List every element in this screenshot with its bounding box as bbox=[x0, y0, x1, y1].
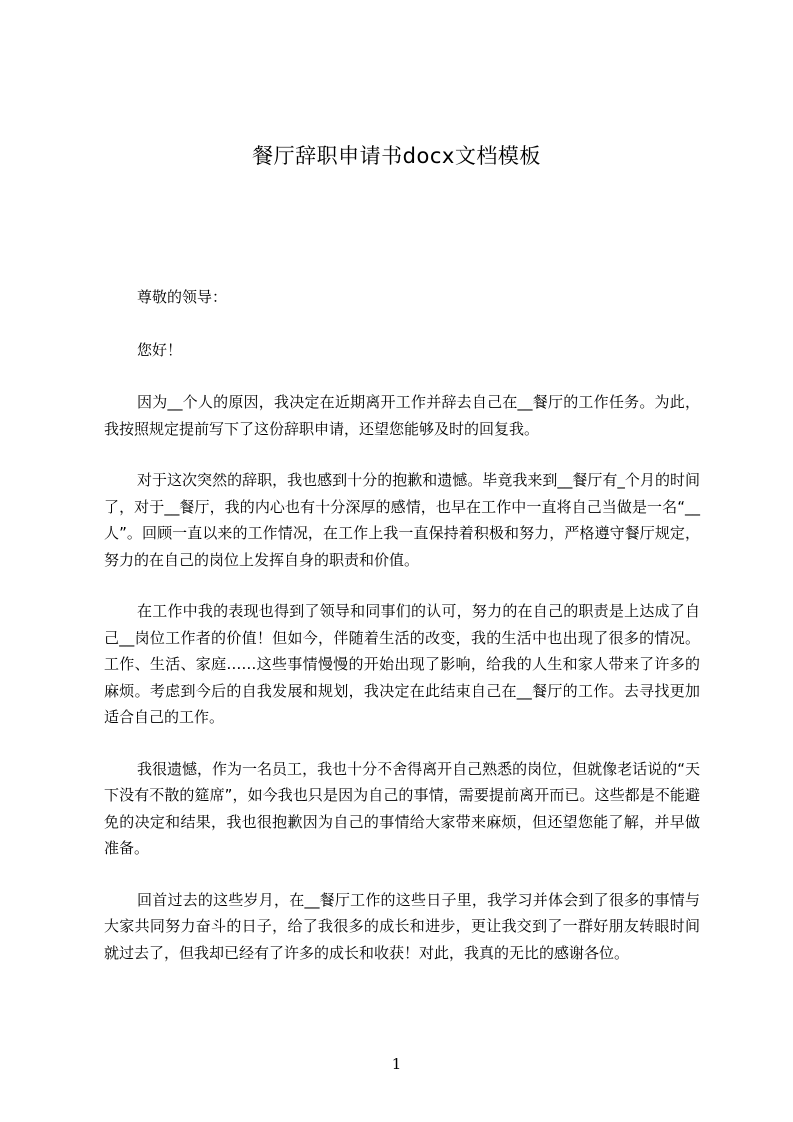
document-body bbox=[104, 284, 700, 991]
body-paragraph: 在工作中我的表现也得到了领导和同事们的认可，努力的在自己的职责是上达成了自己__岗位工作者的价值！但如今，伴随着生活的改变，我的生活中也出现了很多的情况。工作、生活、家庭……这些事情慢慢的开始出现了影响，给我的人生和家人带来了许多的麻烦。考虑到今后的自我发展和规划，我决定在此结束自己在__餐厅的工作。去寻找更加适合自己的工作。 bbox=[104, 602, 700, 726]
body-paragraph: 回首过去的这些岁月，在__餐厅工作的这些日子里，我学习并体会到了很多的事情与大家共同努力奋斗的日子，给了我很多的成长和进步，更让我交到了一群好朋友转眼时间就过去了，但我却已经有了许多的成长和收获！对此，我真的无比的感谢各位。 bbox=[104, 890, 700, 962]
greeting: 您好！ bbox=[137, 340, 183, 359]
salutation: 尊敬的领导： bbox=[137, 288, 228, 306]
body-paragraph: 因为__个人的原因，我决定在近期离开工作并辞去自己在__餐厅的工作任务。为此，我按照规定提前写下了这份辞职申请，还望您能够及时的回复我。 bbox=[104, 393, 700, 438]
page-number: 1 bbox=[391, 1055, 402, 1073]
body-paragraph: 我很遗憾，作为一名员工，我也十分不舍得离开自己熟悉的岗位，但就像老话说的“天下没有不散的筵席”，如今我也只是因为自己的事情，需要提前离开而已。这些都是不能避免的决定和结果，我也很抱歉因为自己的事情给大家带来麻烦，但还望您能了解，并早做准备。 bbox=[104, 759, 700, 857]
document-title: 餐厅辞职申请书docx文档模板 bbox=[252, 144, 541, 168]
body-paragraph: 对于这次突然的辞职，我也感到十分的抱歉和遗憾。毕竟我来到__餐厅有_个月的时间了，对于__餐厅，我的内心也有十分深厚的感情，也早在工作中一直将自己当做是一名“__人”。回顾一直以来的工作情况，在工作上我一直保持着积极和努力，严格遵守餐厅规定，努力的在自己的岗位上发挥自身的职责和价值。 bbox=[104, 471, 700, 569]
